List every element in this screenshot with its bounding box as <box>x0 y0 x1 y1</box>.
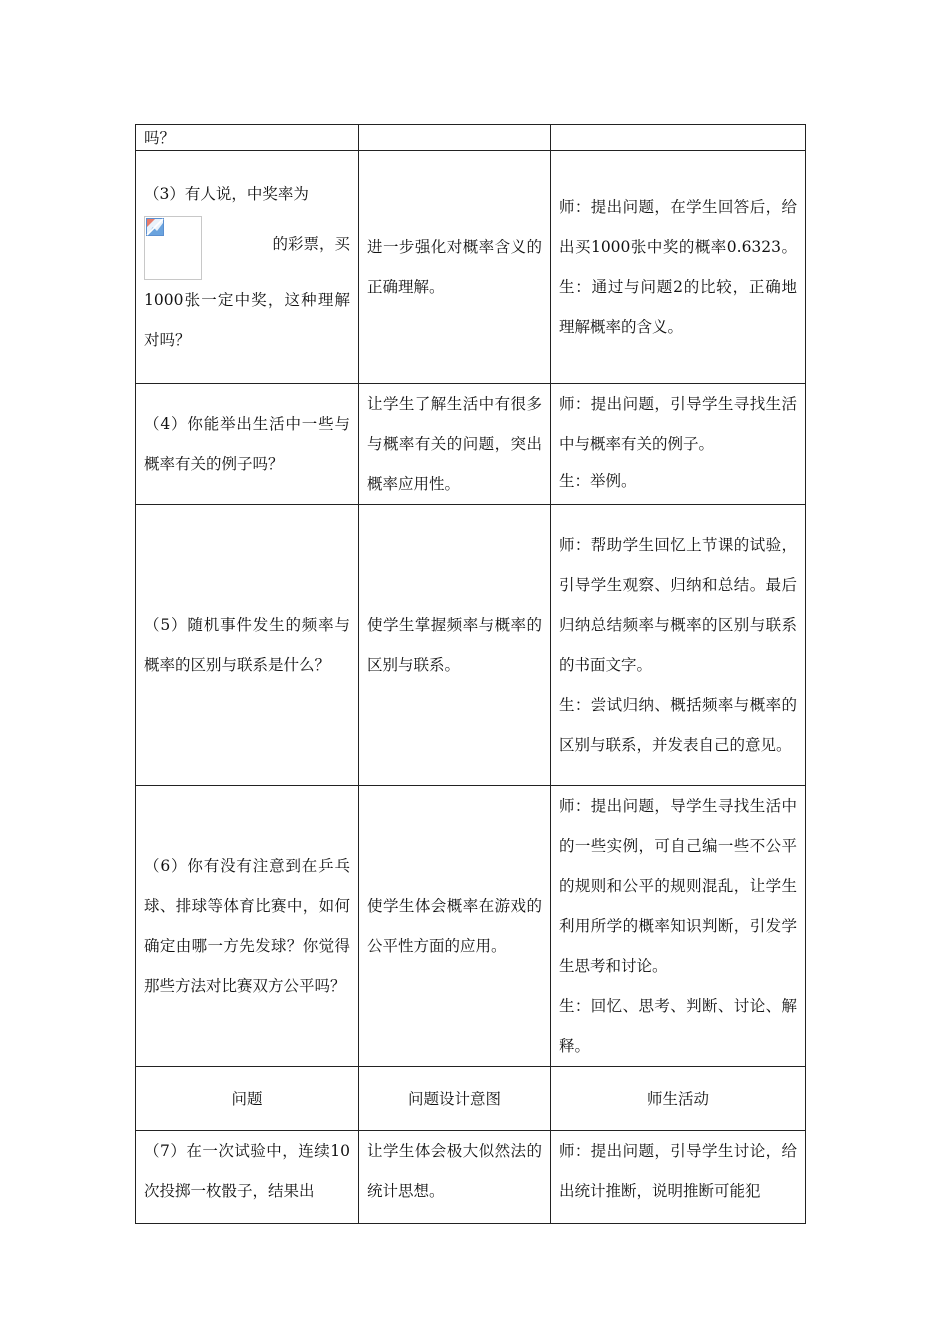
header-activity: 师生活动 <box>551 1067 806 1131</box>
question-cell: （6）你有没有注意到在乒乓球、排球等体育比赛中，如何确定由哪一方先发球？你觉得那些方法对比赛双方公平吗？ <box>136 786 359 1067</box>
question-cell: （7）在一次试验中，连续10次投掷一枚骰子，结果出 <box>136 1131 359 1224</box>
broken-image-icon <box>146 218 164 236</box>
intent-cell: 使学生掌握频率与概率的区别与联系。 <box>359 505 551 786</box>
question-text: 的彩票，买 <box>272 235 350 253</box>
activity-cell: 师：提出问题，引导学生讨论，给出统计推断，说明推断可能犯 <box>551 1131 806 1224</box>
intent-cell: 进一步强化对概率含义的正确理解。 <box>359 151 551 384</box>
table-header-row <box>136 1067 806 1131</box>
activity-cell: 师：帮助学生回忆上节课的试验，引导学生观察、归纳和总结。最后归纳总结频率与概率的区别与联系的书面文字。 生：尝试归纳、概括频率与概率的区别与联系，并发表自己的意见。 <box>551 505 806 786</box>
question-cell: （4）你能举出生活中一些与概率有关的例子吗？ <box>136 384 359 505</box>
activity-cell: 师：提出问题，在学生回答后，给出买1000张中奖的概率0.6323。生：通过与问题2的比较，正确地理解概率的含义。 <box>551 151 806 384</box>
header-intent: 问题设计意图 <box>359 1067 551 1131</box>
table-row <box>136 786 806 1067</box>
table-row <box>136 125 806 151</box>
question-cell: 吗？ <box>136 125 359 151</box>
probability-image-placeholder <box>144 216 202 280</box>
intent-cell <box>359 125 551 151</box>
question-text: （3）有人说，中奖率为 <box>144 185 309 203</box>
header-question: 问题 <box>136 1067 359 1131</box>
activity-cell: 师：提出问题，导学生寻找生活中的一些实例，可自己编一些不公平的规则和公平的规则混乱，让学生利用所学的概率知识判断，引发学生思考和讨论。 生：回忆、思考、判断、讨论、解释。 <box>551 786 806 1067</box>
table-row <box>136 384 806 505</box>
intent-cell: 让学生了解生活中有很多与概率有关的问题，突出概率应用性。 <box>359 384 551 505</box>
activity-cell: 师：提出问题，引导学生寻找生活中与概率有关的例子。 生：举例。 <box>551 384 806 505</box>
table-row <box>136 505 806 786</box>
question-text: 1000张一定中奖，这种理解对吗？ <box>144 291 350 349</box>
lesson-plan-table <box>135 124 806 1224</box>
intent-cell: 使学生体会概率在游戏的公平性方面的应用。 <box>359 786 551 1067</box>
activity-cell <box>551 125 806 151</box>
intent-cell: 让学生体会极大似然法的统计思想。 <box>359 1131 551 1224</box>
table-row <box>136 1131 806 1224</box>
question-cell: （5）随机事件发生的频率与概率的区别与联系是什么？ <box>136 505 359 786</box>
question-cell <box>136 151 359 384</box>
table-row <box>136 151 806 384</box>
